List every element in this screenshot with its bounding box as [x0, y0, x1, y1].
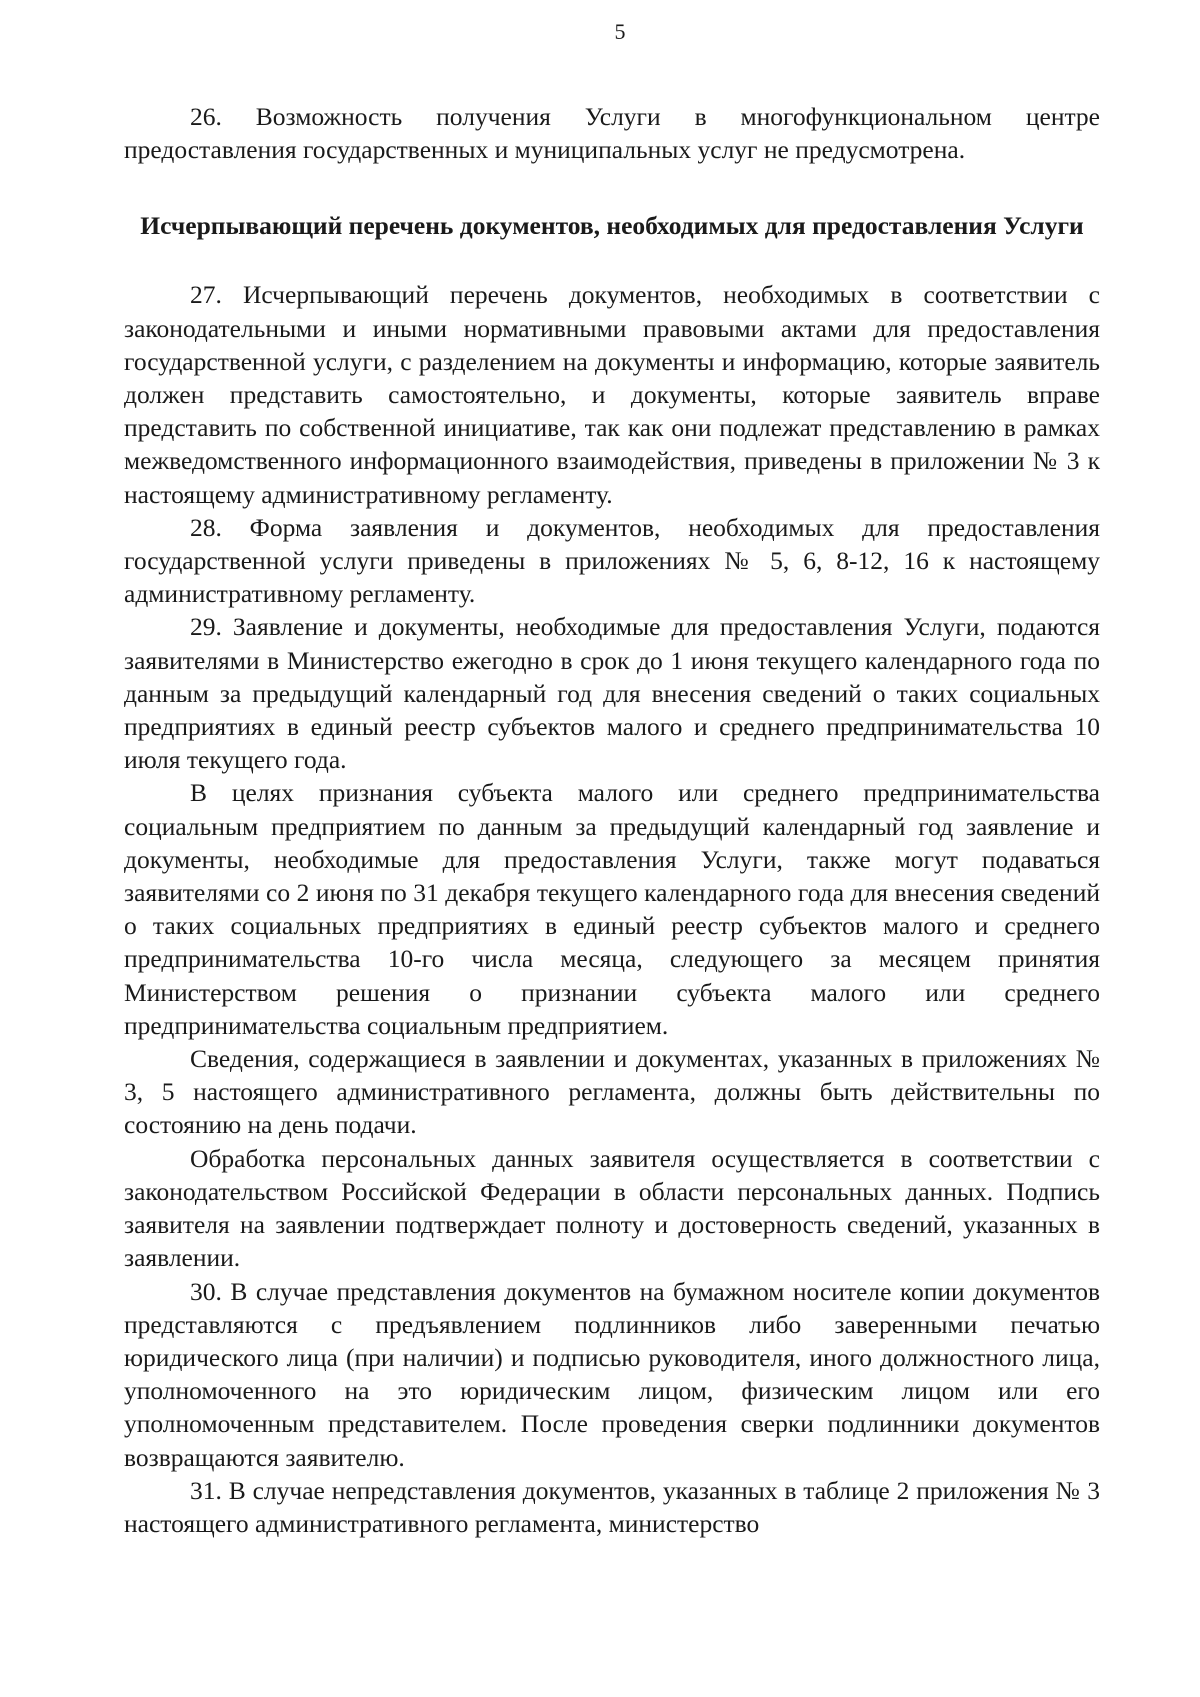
document-body: [124, 100, 1100, 1540]
paragraph-29: 29. Заявление и документы, необходимые для предоставления Услуги, подаются заявителями в Министерство ежегодно в срок до 1 июня текущего календарного года по данным за предыдущий календарный год для внесения сведений о таких социальных предприятиях в единый реестр субъектов малого и среднего предпринимательства 10 июля текущего года.: [124, 612, 1100, 775]
paragraph-30: 30. В случае представления документов на бумажном носителе копии документов представляются с предъявлением подлинников либо заверенными печатью юридического лица (при наличии) и подписью руководителя, иного должностного лица, уполномоченного на это юридическим лицом, физическим лицом или его уполномоченным представителем. После проведения сверки подлинники документов возвращаются заявителю.: [124, 1276, 1100, 1472]
paragraph-28: 28. Форма заявления и документов, необходимых для предоставления государственной услуги приведены в приложениях № 5, 6, 8-12, 16 к настоящему административному регламенту.: [124, 512, 1100, 609]
section-heading: Исчерпывающий перечень документов, необходимых для предоставления Услуги: [140, 211, 1084, 241]
paragraph-27: 27. Исчерпывающий перечень документов, необходимых в соответствии с законодательными и иными нормативными правовыми актами для предоставления государственной услуги, с разделением на документы и информацию, которые заявитель должен представить самостоятельно, и документы, которые заявитель вправе представить по собственной инициативе, так как они подлежат представлению в рамках межведомственного информационного взаимодействия, приведены в приложении № 3 к настоящему административному регламенту.: [124, 280, 1100, 509]
paragraph-31: 31. В случае непредставления документов, указанных в таблице 2 приложения № 3 настоящего административного регламента, министерство: [124, 1475, 1100, 1538]
page-number: 5: [614, 19, 626, 44]
paragraph-29-continuation-2: Сведения, содержащиеся в заявлении и документах, указанных в приложениях № 3, 5 настоящего административного регламента, должны быть действительны по состоянию на день подачи.: [124, 1044, 1100, 1140]
paragraph-29-continuation-3: Обработка персональных данных заявителя осуществляется в соответствии с законодательством Российской Федерации в области персональных данных. Подпись заявителя на заявлении подтверждает полноту и достоверность сведений, указанных в заявлении.: [124, 1143, 1100, 1273]
paragraph-26: 26. Возможность получения Услуги в многофункциональном центре предоставления государственных и муниципальных услуг не предусмотрена.: [124, 102, 1100, 165]
paragraph-29-continuation-1: В целях признания субъекта малого или среднего предпринимательства социальным предприятием по данным за предыдущий календарный год заявление и документы, необходимые для предоставления Услуги, также могут подаваться заявителями со 2 июня по 31 декабря текущего календарного года для внесения сведений о таких социальных предприятиях в единый реестр субъектов малого и среднего предпринимательства 10-го числа месяца, следующего за месяцем принятия Министерством решения о признании субъекта малого или среднего предпринимательства социальным предприятием.: [124, 778, 1100, 1040]
